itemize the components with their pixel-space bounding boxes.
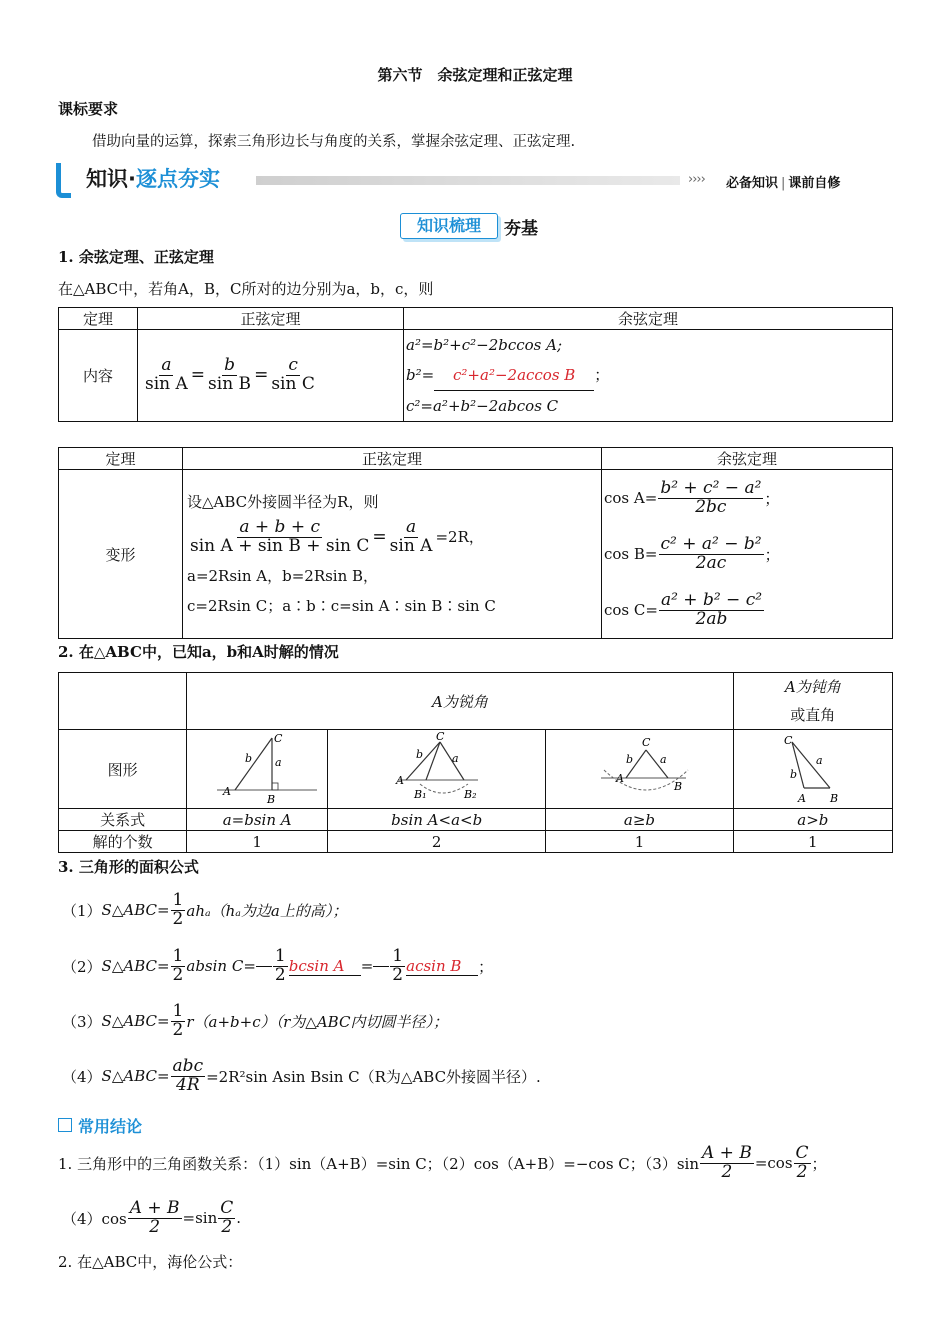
svg-text:a: a: [815, 754, 823, 767]
figure-4: [733, 730, 892, 809]
svg-text:B₁: B₁: [414, 788, 427, 801]
t2-cosine-variants: [602, 470, 893, 639]
svg-text:b: b: [789, 768, 797, 781]
svg-text:b: b: [626, 753, 634, 766]
checkbox-icon: [58, 1118, 72, 1132]
svg-text:b: b: [245, 752, 253, 765]
svg-text:a: a: [452, 752, 459, 765]
cosine-a: a²=b²+c²−2bccos A;: [406, 336, 563, 354]
svg-text:a: a: [275, 756, 282, 769]
t1-header-sine: 正弦定理: [138, 308, 404, 330]
area-formula-4: （4） S△ABC= $\frac{\text{abc}}{4R}$ =2R²sin Asin Bsin C（R为△ABC外接圆半径）.: [62, 1055, 541, 1095]
count-2: 2: [328, 831, 546, 853]
t1-sine-formula: $\frac{a}{\text{sin A}}$ = $\frac{b}{\text{sin B}}$ = $\frac{c}{\text{sin C}}$: [138, 330, 404, 422]
cosB-formula: cos B= $\frac{\text{c² + a² − b²}}{2ac}$ ；: [604, 533, 780, 573]
cosine-b: b²= c²+a²−2accos B ；: [406, 360, 890, 391]
t2-header-cosine: 余弦定理: [602, 448, 893, 470]
acute-header: A为锐角: [187, 673, 733, 730]
side-formula: a=2Rsin A，b=2Rsin B，: [187, 567, 379, 586]
relation-4: a>b: [733, 809, 892, 831]
svg-text:A: A: [797, 792, 806, 805]
t2-header-theorem: 定理: [59, 448, 183, 470]
banner-divider: [256, 176, 680, 185]
area-formula-3: （3） S△ABC= $\frac{1}{2}$ r（a+b+c）（r为△ABC内切圆半径）；: [62, 1000, 448, 1040]
answer-blank-2: acsin B: [406, 957, 478, 976]
requirements-text: 借助向量的运算，探索三角形边长与角度的关系，掌握余弦定理、正弦定理.: [92, 134, 576, 150]
circumradius-line: 设△ABC外接圆半径为R，则: [187, 492, 379, 511]
section-1-heading: 1. 余弦定理、正弦定理: [58, 248, 214, 266]
tag-after: 夯基: [504, 219, 538, 239]
chevrons-icon: ››››: [688, 172, 705, 187]
conclusion-heading: 常用结论: [78, 1117, 143, 1136]
area-formula-2: （2） S△ABC= $\frac{1}{2}$ absin C= $\frac{1}{2}$ bcsin A = $\frac{1}{2}$ acsin B ；: [62, 945, 494, 985]
answer-blank-1: bcsin A: [289, 957, 361, 976]
svg-text:A: A: [396, 774, 404, 787]
conclusion-line-3: 2. 在△ABC中，海伦公式：: [58, 1253, 243, 1271]
t1-row-label: 内容: [59, 330, 138, 422]
relation-1: a=bsin A: [187, 809, 328, 831]
figure-1: [187, 730, 328, 809]
solutions-table: [58, 672, 893, 853]
page-title: 第六节 余弦定理和正弦定理: [377, 66, 573, 84]
t1-header-theorem: 定理: [59, 308, 138, 330]
row-figure-label: 图形: [59, 730, 187, 809]
count-3: 1: [546, 831, 733, 853]
svg-text:C: C: [642, 736, 651, 749]
section-3-heading: 3. 三角形的面积公式: [58, 858, 199, 876]
cosA-formula: cos A= $\frac{\text{b² + c² − a²}}{2bc}$ ；: [604, 477, 780, 517]
svg-text:A: A: [616, 772, 625, 785]
t1-header-cosine: 余弦定理: [404, 308, 893, 330]
svg-text:C: C: [436, 730, 445, 743]
svg-text:A: A: [223, 785, 232, 798]
t2-sine-variants: [183, 470, 602, 639]
svg-text:C: C: [783, 734, 793, 747]
requirements-heading: 课标要求: [58, 100, 119, 118]
answer-blank: c²+a²−2accos B: [434, 360, 594, 391]
area-formula-1: （1） S△ABC= $\frac{1}{2}$ ahₐ（hₐ为边a上的高）；: [62, 889, 348, 929]
conclusion-line-2: （4）cos $\frac{A + B}{2}$ =sin $\frac{C}{2}$ .: [62, 1197, 242, 1237]
svg-text:C: C: [274, 732, 283, 745]
count-4: 1: [733, 831, 892, 853]
corner-cell: [59, 673, 187, 730]
t1-cosine-formulas: [404, 330, 893, 422]
svg-text:B₂: B₂: [464, 788, 477, 801]
svg-text:b: b: [416, 748, 424, 761]
relation-3: a≥b: [546, 809, 733, 831]
svg-text:B: B: [267, 793, 276, 806]
svg-text:B: B: [674, 780, 683, 793]
ratio-formula: $\frac{a + b + c}{\text{sin A + sin B + sin C}}$ = $\frac{a}{\text{sin A}}$ =2R，: [190, 516, 484, 556]
theorem-table-2: [58, 447, 893, 639]
banner-corner-icon: [56, 163, 71, 198]
conclusion-line-1: 1. 三角形中的三角函数关系：（1）sin（A+B）=sin C；（2）cos（A+B）=−cos C；（3）sin $\frac{A + B}{2}$ =cos $\frac{C}{2}$ ；: [58, 1142, 827, 1182]
count-1: 1: [187, 831, 328, 853]
relation-2: bsin A<a<b: [328, 809, 546, 831]
ratio-line: c=2Rsin C；a∶b∶c=sin A∶sin B∶sin C: [187, 597, 496, 616]
svg-text:B: B: [829, 792, 838, 805]
figure-2: [328, 730, 546, 809]
tag-knowledge-box: 知识梳理: [400, 213, 498, 239]
banner-subtitle: 必备知识 | 课前自修: [726, 176, 841, 191]
banner-title: 知识·逐点夯实: [86, 167, 220, 191]
section-1-intro: 在△ABC中，若角A，B，C所对的边分别为a，b，c，则: [58, 280, 434, 298]
theorem-table-1: [58, 307, 893, 422]
svg-text:a: a: [660, 753, 667, 766]
cosine-c: c²=a²+b²−2abcos C: [406, 397, 559, 415]
t2-row-label: 变形: [59, 470, 183, 639]
row-relation-label: 关系式: [59, 809, 187, 831]
section-2-heading: 2. 在△ABC中，已知a，b和A时解的情况: [58, 643, 339, 661]
obtuse-header: A为钝角 或直角: [733, 673, 892, 730]
figure-3: [546, 730, 733, 809]
row-count-label: 解的个数: [59, 831, 187, 853]
t2-header-sine: 正弦定理: [183, 448, 602, 470]
cosC-formula: cos C= $\frac{\text{a² + b² − c²}}{2ab}$: [604, 589, 763, 629]
